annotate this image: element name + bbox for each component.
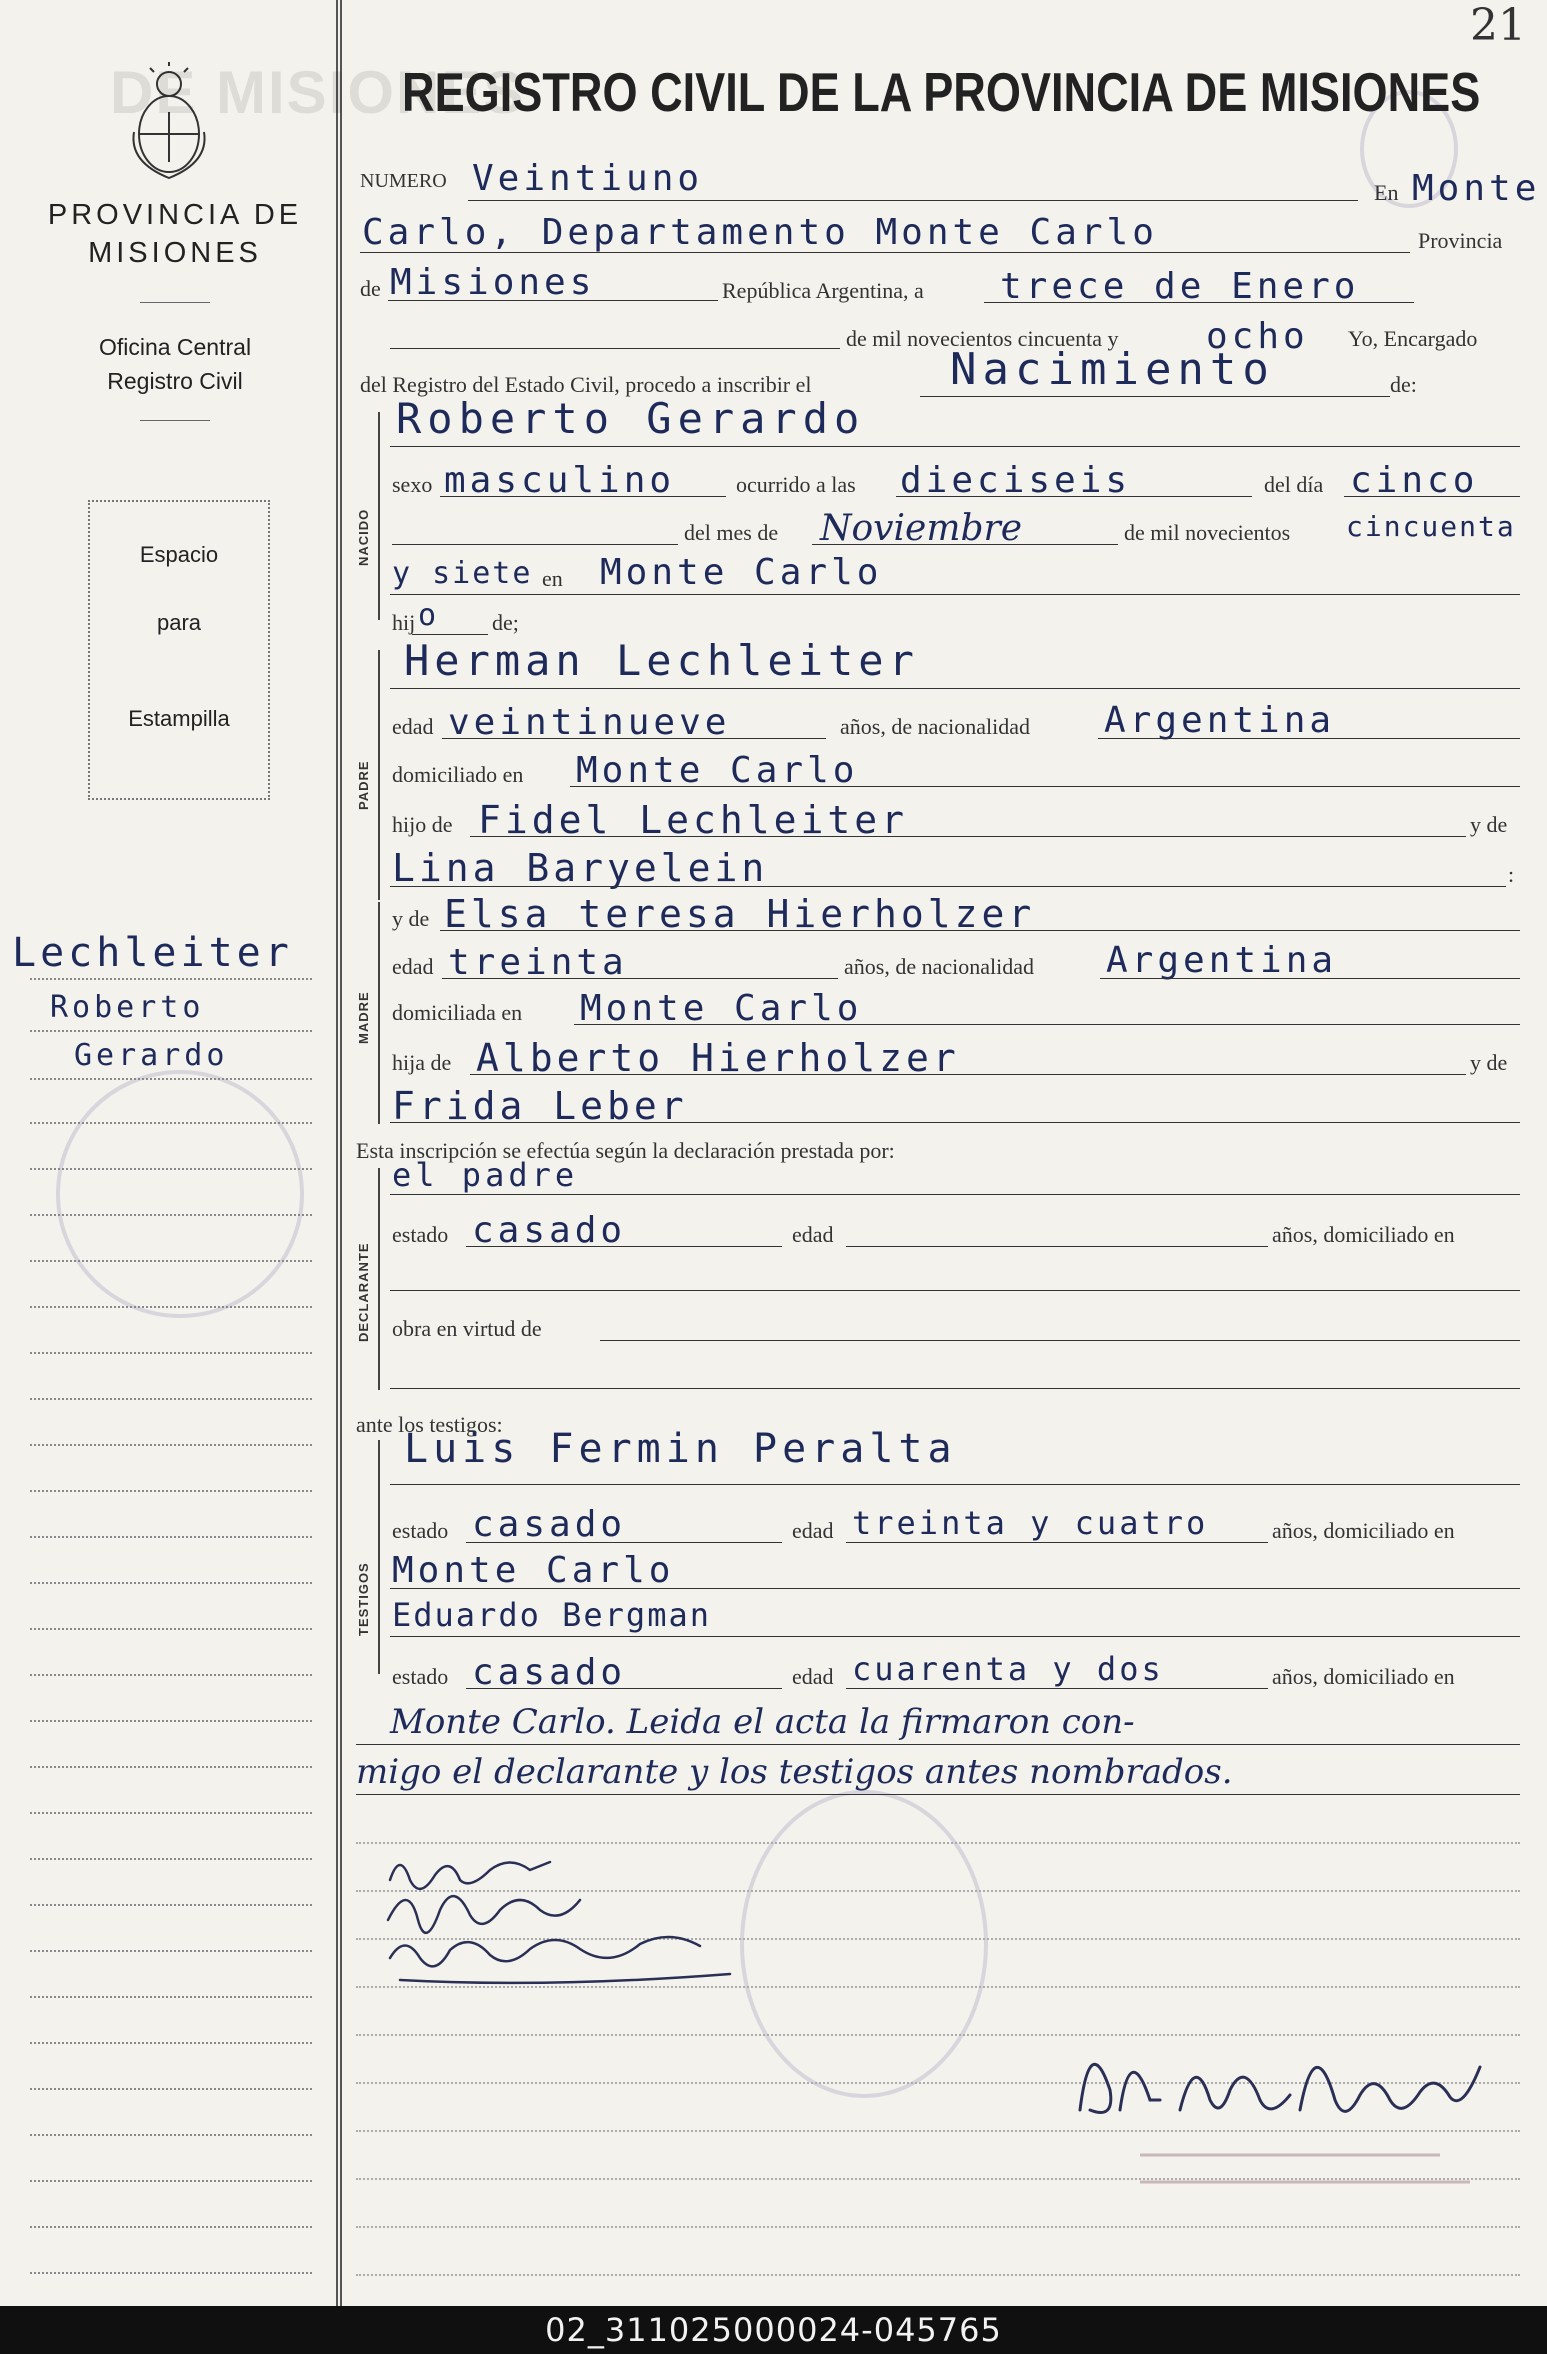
declarante-value: el padre [392,1156,579,1194]
en-label: En [1374,180,1399,205]
column-divider [336,0,338,2306]
stamp-box-line: Espacio [139,542,219,567]
fill-line [442,978,838,979]
t2-estado-value: casado [472,1652,627,1693]
margin-line [30,1720,312,1722]
registry-title: REGISTRO CIVIL DE LA PROVINCIA DE MISIONES [402,61,1481,123]
padre-edad-value: veintinueve [448,702,731,743]
hijo-de-label: hijo de [392,812,453,837]
margin-line [30,1444,312,1446]
colon-label: : [1508,862,1515,887]
margin-line [30,1904,312,1906]
fill-line [466,1246,782,1247]
section-padre-label: PADRE [356,760,371,810]
section-nacido-label: NACIDO [356,508,371,566]
edad-label: edad [792,1222,834,1247]
margin-line [30,2042,312,2044]
margin-line [30,1398,312,1400]
madre-padre-value: Alberto Hierholzer [476,1036,960,1080]
domiciliada-label: domiciliada en [392,1000,523,1025]
hijo-suffix-value: o [418,598,441,633]
margin-line [30,1306,312,1308]
padre-madre-value: Lina Baryelein [392,846,769,890]
margin-line [30,2134,312,2136]
fill-line [390,1388,1520,1389]
fill-line [466,1542,782,1543]
fill-line [466,1688,782,1689]
madre-madre-value: Frida Leber [392,1084,688,1128]
edad-label: edad [792,1518,834,1543]
fill-line [390,1588,1520,1589]
section-testigos-label: TESTIGOS [356,1562,371,1636]
anios-dom-label: años, domiciliado en [1272,1222,1455,1247]
padre-dom-value: Monte Carlo [576,750,859,791]
margin-surname: Lechleiter [12,930,293,976]
section-bracket [378,412,380,620]
edad-label: edad [392,954,434,979]
estado-label: estado [392,1664,449,1689]
margin-line [30,1490,312,1492]
numero-value: Veintiuno [472,158,704,199]
padre-padre-value: Fidel Lechleiter [478,798,909,842]
mes-value: Noviembre [820,508,1023,549]
fill-line [390,688,1520,689]
margin-name1: Roberto [50,990,205,1025]
signatures-scribble-icon [380,1840,800,2010]
del-mes-label: del mes de [684,520,779,545]
margin-name2: Gerardo [74,1038,229,1073]
fill-line [440,930,1520,931]
anio-nac2-value: y siete [392,556,533,591]
fill-line [846,1688,1268,1689]
province-title: PROVINCIA DE MISIONES [47,199,303,269]
t1-edad-value: treinta y cuatro [852,1504,1209,1542]
sexo-label: sexo [392,472,433,497]
margin-line [30,1122,312,1124]
lugar-value: Monte Carlo [600,552,883,593]
fill-line [392,544,678,545]
fill-line [390,446,1520,447]
republica-label: República Argentina, a [722,278,924,303]
fill-line [390,348,840,349]
yo-label: Yo, Encargado [1348,326,1478,351]
anio-value: ocho [1206,316,1309,357]
margin-line [30,1078,312,1080]
margin-line [30,978,312,980]
margin-line [30,1996,312,1998]
fill-line [390,1484,1520,1485]
mil-nov-label: de mil novecientos [1124,520,1291,545]
hija-de-label: hija de [392,1050,452,1075]
signature-line [356,2226,1520,2228]
fill-line [896,496,1252,497]
fill-line [600,1340,1520,1341]
section-bracket [378,1168,380,1390]
stamp-seal-icon [56,1070,304,1318]
margin-line [30,1260,312,1262]
official-stamp-text-icon [1130,2140,1490,2200]
estado-label: estado [392,1222,449,1247]
estado-label: estado [392,1518,449,1543]
divider [140,420,210,421]
page-number: 21 [1470,0,1526,51]
t1-estado-value: casado [472,1504,627,1545]
fill-line [440,496,726,497]
provincia-label: Provincia [1418,228,1503,253]
y-de-lower-label: y de [392,906,430,931]
margin-line [30,1582,312,1584]
margin-line [30,1766,312,1768]
section-bracket [378,650,380,900]
provincia-value: Misiones [390,262,596,303]
fecha-value: trece de Enero [1000,266,1360,307]
stamp-box-line: para [156,610,202,635]
testigo2-value: Eduardo Bergman [392,1596,711,1634]
margin-line [30,1352,312,1354]
dia-value: cinco [1350,460,1479,501]
decl-estado-value: casado [472,1210,627,1251]
fill-line [468,200,1358,201]
section-bracket [378,902,380,1124]
stamp-box-line: Estampilla [128,706,230,731]
image-id-bar [0,2306,1547,2354]
fill-line [574,1024,1520,1025]
del-dia-label: del día [1264,472,1324,497]
de-semi-label: de; [492,610,519,635]
margin-line [30,1812,312,1814]
margin-line [30,1950,312,1952]
fill-line [390,1194,1520,1195]
closing-line1: Monte Carlo. Leida el acta la firmaron con- [390,1702,1135,1742]
section-bracket [378,1440,380,1674]
obra-label: obra en virtud de [392,1316,542,1341]
margin-line [30,2226,312,2228]
madre-nac-value: Argentina [1106,940,1338,981]
ghost-print: DE MISIONES [110,59,526,126]
anios-dom-label: años, domiciliado en [1272,1664,1455,1689]
madre-dom-value: Monte Carlo [580,988,863,1029]
fill-line [390,1636,1520,1637]
margin-line [30,1214,312,1216]
fill-line [360,252,1410,253]
de-colon-label: de: [1390,372,1417,397]
section-madre-label: MADRE [356,991,371,1044]
stamp-space-box [88,500,270,800]
padre-nac-value: Argentina [1104,700,1336,741]
fill-line [812,544,1118,545]
fill-line [470,836,1466,837]
en-city-value: Monte [1412,168,1541,209]
edad-label: edad [392,714,434,739]
testigo1-value: Luis Fermin Peralta [404,1426,957,1472]
y-de-label: y de [1470,812,1508,837]
margin-line [30,1858,312,1860]
closing-line2: migo el declarante y los testigos antes nombrados. [356,1752,1233,1792]
fill-line [846,1542,1268,1543]
office-line1: Oficina Central [98,334,252,360]
fill-line [984,302,1414,303]
inscripcion-label: Esta inscripción se efectúa según la declaración prestada por: [356,1138,895,1163]
ante-label: ante los testigos: [356,1412,503,1437]
sexo-value: masculino [444,460,676,501]
hijo-label: hij [392,610,416,635]
fill-line [412,634,488,635]
margin-line [30,1674,312,1676]
fill-line [356,1794,1520,1795]
column-divider-inner [340,0,342,2306]
anio-nac-value: cincuenta [1346,510,1516,543]
section-declarante-label: DECLARANTE [356,1242,371,1342]
margin-line [30,1168,312,1170]
margin-line [30,2180,312,2182]
registro-label: del Registro del Estado Civil, procedo a inscribir el [360,372,812,397]
anios-nac-label: años, de nacionalidad [840,714,1030,739]
fill-line [1098,738,1520,739]
ocurrido-label: ocurrido a las [736,472,856,497]
fill-line [920,396,1390,397]
city-line-value: Carlo, Departamento Monte Carlo [362,212,1158,253]
registrar-signature-icon [1070,2010,1510,2140]
fill-line [390,1122,1520,1123]
madre-edad-value: treinta [448,942,628,983]
margin-line [30,1030,312,1032]
t1-dom-value: Monte Carlo [392,1550,675,1591]
edad-label: edad [792,1664,834,1689]
anios-dom-label: años, domiciliado en [1272,1518,1455,1543]
fill-line [1344,496,1520,497]
numero-label: NUMERO [360,170,447,192]
fill-line [356,1744,1520,1745]
y-de-label: y de [1470,1050,1508,1075]
margin-line [30,1536,312,1538]
fill-line [570,786,1520,787]
office-line2: Registro Civil [107,368,243,394]
image-id-text: 02_311025000024-045765 [545,2311,1002,2349]
madre-nombre-value: Elsa teresa Hierholzer [444,892,1036,936]
signature-line [356,2274,1520,2276]
mil-cincuenta-label: de mil novecientos cincuenta y [846,326,1119,351]
padre-nombre-value: Herman Lechleiter [404,636,919,685]
fill-line [846,1246,1268,1247]
en-lbl: en [542,566,563,591]
fill-line [470,1074,1466,1075]
divider [140,302,210,303]
fill-line [390,886,1506,887]
fill-line [390,594,1520,595]
acto-value: Nacimiento [950,344,1275,395]
margin-line [30,2088,312,2090]
margin-line [30,1628,312,1630]
de-label: de [360,276,381,301]
domiciliado-label: domiciliado en [392,762,524,787]
hora-value: dieciseis [900,460,1132,501]
margin-line [30,2272,312,2274]
anios-nac-label: años, de nacionalidad [844,954,1034,979]
fill-line [388,300,718,301]
fill-line [390,1290,1520,1291]
fill-line [1100,978,1520,979]
nombre-value: Roberto Gerardo [396,394,866,443]
t2-edad-value: cuarenta y dos [852,1650,1164,1688]
fill-line [442,738,826,739]
